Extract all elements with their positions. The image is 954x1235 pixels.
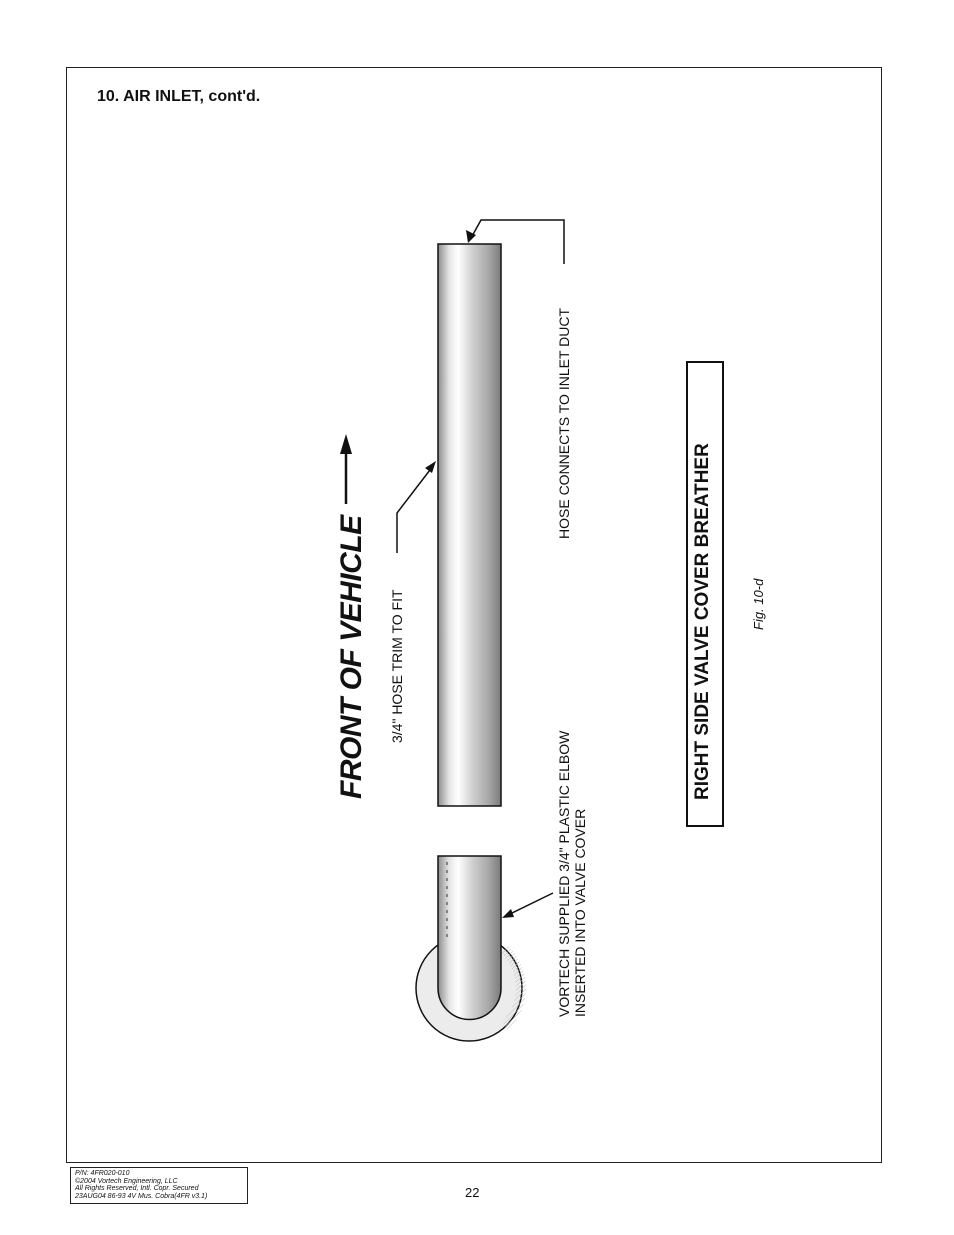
legal-line: ©2004 Vortech Engineering, LLC: [75, 1177, 178, 1185]
legal-line: All Rights Reserved, Intl. Copr. Secured: [75, 1185, 199, 1192]
legal-notice: [70, 1167, 248, 1204]
front-of-vehicle-label: FRONT OF VEHICLE: [335, 515, 368, 799]
elbow-label-line2: INSERTED INTO VALVE COVER: [572, 808, 588, 1017]
page-number: 22: [465, 1185, 480, 1200]
figure-caption: Fig. 10-d: [751, 578, 766, 630]
section-heading: 10. AIR INLET, cont'd.: [97, 88, 261, 105]
hose-trim-label: 3/4" HOSE TRIM TO FIT: [389, 589, 405, 743]
breather-label-box: [686, 361, 724, 827]
hose-connects-label: HOSE CONNECTS TO INLET DUCT: [556, 307, 572, 539]
legal-line: 23AUG04 86-93 4V Mus. Cobra(4FR v3.1): [75, 1192, 208, 1200]
legal-line: P/N: 4FR020-010: [75, 1170, 130, 1177]
hose-trim-leader: [397, 466, 433, 553]
elbow-leader: [508, 893, 553, 915]
elbow-label-line1: VORTECH SUPPLIED 3/4" PLASTIC ELBOW: [556, 730, 572, 1017]
hose-tube: [438, 244, 501, 806]
breather-label: RIGHT SIDE VALVE COVER BREATHER: [692, 443, 713, 800]
elbow-label: [556, 731, 588, 1017]
